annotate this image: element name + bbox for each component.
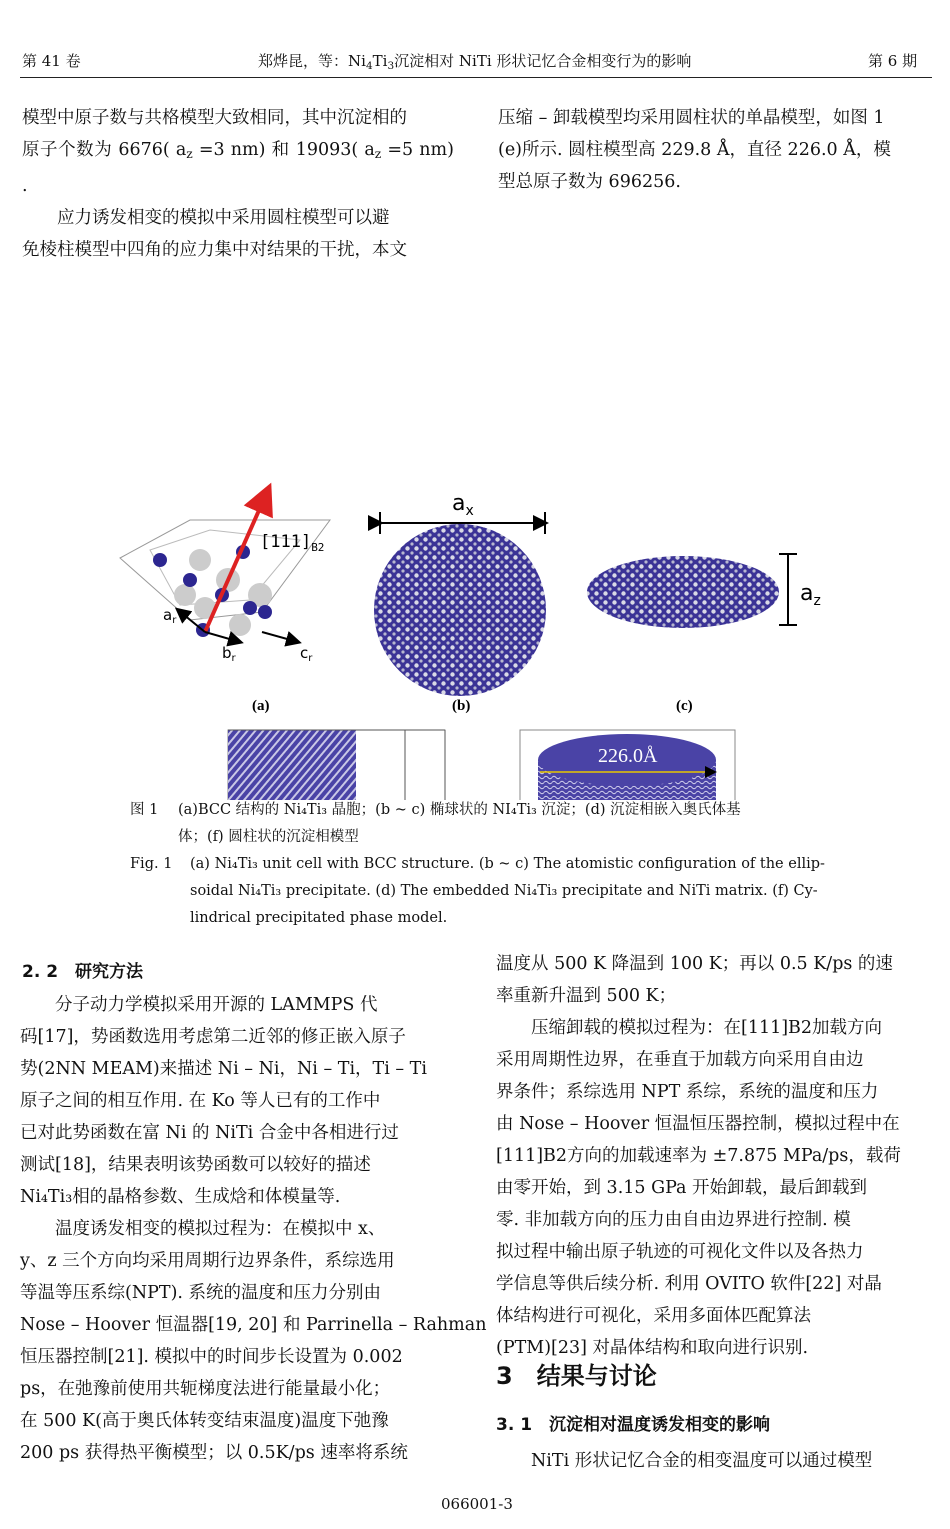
text-line: 采用周期性边界，在垂直于加载方向采用自由边 — [496, 1050, 864, 1070]
issue-label: 第 6 期 — [868, 52, 918, 70]
text-line: 恒压器控制[21]. 模拟中的时间步长设置为 0.002 — [20, 1347, 403, 1367]
header-rule — [20, 77, 932, 78]
text-line: 测试[18]，结果表明该势函数可以较好的描述 — [20, 1155, 371, 1175]
az-label: $a_z$ — [800, 581, 821, 609]
text-line: 码[17]，势函数选用考虑第二近邻的修正嵌入原子 — [20, 1027, 406, 1047]
panel-b-ellipsoid — [374, 491, 546, 714]
panel-b-label: (b) — [452, 698, 471, 714]
text-line: 率重新升温到 500 K； — [496, 986, 677, 1006]
text-line: 温度诱发相变的模拟过程为：在模拟中 x、 — [20, 1219, 386, 1239]
e-diam-label: 226.0Å — [598, 745, 658, 767]
text-line: 已对此势函数在富 Ni 的 NiTi 合金中各相进行过 — [20, 1123, 399, 1143]
text-line: 拟过程中输出原子轨迹的可视化文件以及各热力 — [496, 1242, 864, 1262]
text-line: (PTM)[23] 对晶体结构和取向进行识别. — [496, 1338, 809, 1358]
text-line: 分子动力学模拟采用开源的 LAMMPS 代 — [20, 995, 378, 1015]
section-3-1-heading: 3. 1 沉淀相对温度诱发相变的影响 — [496, 1415, 771, 1435]
svg-text:cr: $c_r$ — [300, 644, 313, 664]
dir-111-label: $[111]_{B2}$ — [260, 532, 325, 554]
text-line: 由 Nose – Hoover 恒温恒压器控制，模拟过程中在 — [496, 1114, 900, 1134]
figure-1 — [0, 240, 950, 800]
text-line: 由零开始，到 3.15 GPa 开始卸载，最后卸载到 — [496, 1178, 868, 1198]
right-top-text: 压缩 – 卸载模型均采用圆柱状的单晶模型，如图 1 (e)所示. 圆柱模型高 229.8 Å，直径 226.0 Å，模 型总原子数为 696256. — [498, 108, 891, 192]
panel-a-unit-cell — [120, 490, 330, 714]
text-line: 零. 非加载方向的压力由自由边界进行控制. 模 — [496, 1210, 851, 1230]
section-3-heading: 3 结果与讨论 — [496, 1362, 657, 1390]
text-line: 200 ps 获得热平衡模型；以 0.5K/ps 速率将系统 — [20, 1443, 408, 1463]
running-title: 郑烨昆，等：$Ni_4Ti_3$沉淀相对 NiTi 形状记忆合金相变行为的影响 — [258, 52, 692, 72]
section-2-2-body — [20, 989, 487, 1469]
figure-caption: 图 1 (a)BCC 结构的 Ni₄Ti₃ 晶胞；(b ~ c) 椭球状的 NI₄Ti₃ 沉淀；(d) 沉淀相嵌入奥氏体基 体；(f) 圆柱状的沉淀相模型 Fig. 1 (a) Ni₄Ti₃ unit cell with BCC structure. (b ~ c) The atomistic configuration of the ellip- soidal Ni₄Ti₃ precipitate. (d) The embedded Ni₄Ti₃ precipitate and NiTi matrix. (f) Cy- lindrical precipitated phase model. — [130, 802, 825, 926]
text-line: Nose – Hoover 恒温器[19, 20] 和 Parrinella – Rahman — [20, 1315, 487, 1335]
section-2-2-heading: 2. 2 研究方法 — [22, 962, 144, 982]
panel-e-cylinder — [520, 730, 804, 800]
panel-c-label: (c) — [676, 698, 693, 714]
svg-text:ar: $a_r$ — [163, 606, 177, 626]
text-line: 学信息等供后续分析. 利用 OVITO 软件[22] 对晶 — [496, 1274, 882, 1294]
panel-a-label: (a) — [252, 698, 270, 714]
text-line: 体结构进行可视化，采用多面体匹配算法 — [496, 1306, 811, 1326]
text-line: 等温等压系综(NPT). 系统的温度和压力分别由 — [20, 1283, 382, 1303]
svg-text:br: $b_r$ — [222, 644, 236, 664]
text-line: ps，在弛豫前使用共轭梯度法进行能量最小化； — [20, 1379, 391, 1399]
volume-label: 第 41 卷 — [22, 52, 81, 70]
text-line: 在 500 K(高于奥氏体转变结束温度)温度下弛豫 — [20, 1411, 389, 1431]
text-line: 原子之间的相互作用. 在 Ko 等人已有的工作中 — [20, 1091, 381, 1111]
text-line: y、z 三个方向均采用周期行边界条件，系综选用 — [20, 1251, 395, 1271]
panel-c-ellipsoid-side — [587, 554, 821, 714]
text-line: 势(2NN MEAM)来描述 Ni – Ni，Ni – Ti，Ti – Ti — [20, 1059, 427, 1079]
right-column-a — [496, 948, 932, 1012]
right-column-b — [496, 1012, 932, 1364]
section-3-1-first-line: NiTi 形状记忆合金的相变温度可以通过模型 — [496, 1451, 873, 1471]
text-line: [111]B2方向的加载速率为 ±7.875 MPa/ps，载荷 — [496, 1146, 901, 1166]
text-line: 界条件；系综选用 NPT 系综，系统的温度和压力 — [496, 1082, 879, 1102]
text-line: 压缩卸载的模拟过程为：在[111]B2加载方向 — [496, 1018, 883, 1038]
text-line: Ni₄Ti₃相的晶格参数、生成焓和体模量等. — [20, 1187, 341, 1207]
page-number: 066001-3 — [441, 1495, 513, 1513]
ax-label: $a_x$ — [452, 491, 474, 519]
left-top-text: 模型中原子数与共格模型大致相同，其中沉淀相的 原子个数为 6676( $a_z =3$ nm) 和 19093( $a_z =5$ nm) . 应力诱发相变的模拟中采用圆柱模型可以避 免棱柱模型中四角的应力集中对结果的干扰，本文 — [22, 108, 454, 260]
text-line: 温度从 500 K 降温到 100 K；再以 0.5 K/ps 的速 — [496, 954, 893, 974]
panel-d-matrix-box — [135, 730, 489, 800]
